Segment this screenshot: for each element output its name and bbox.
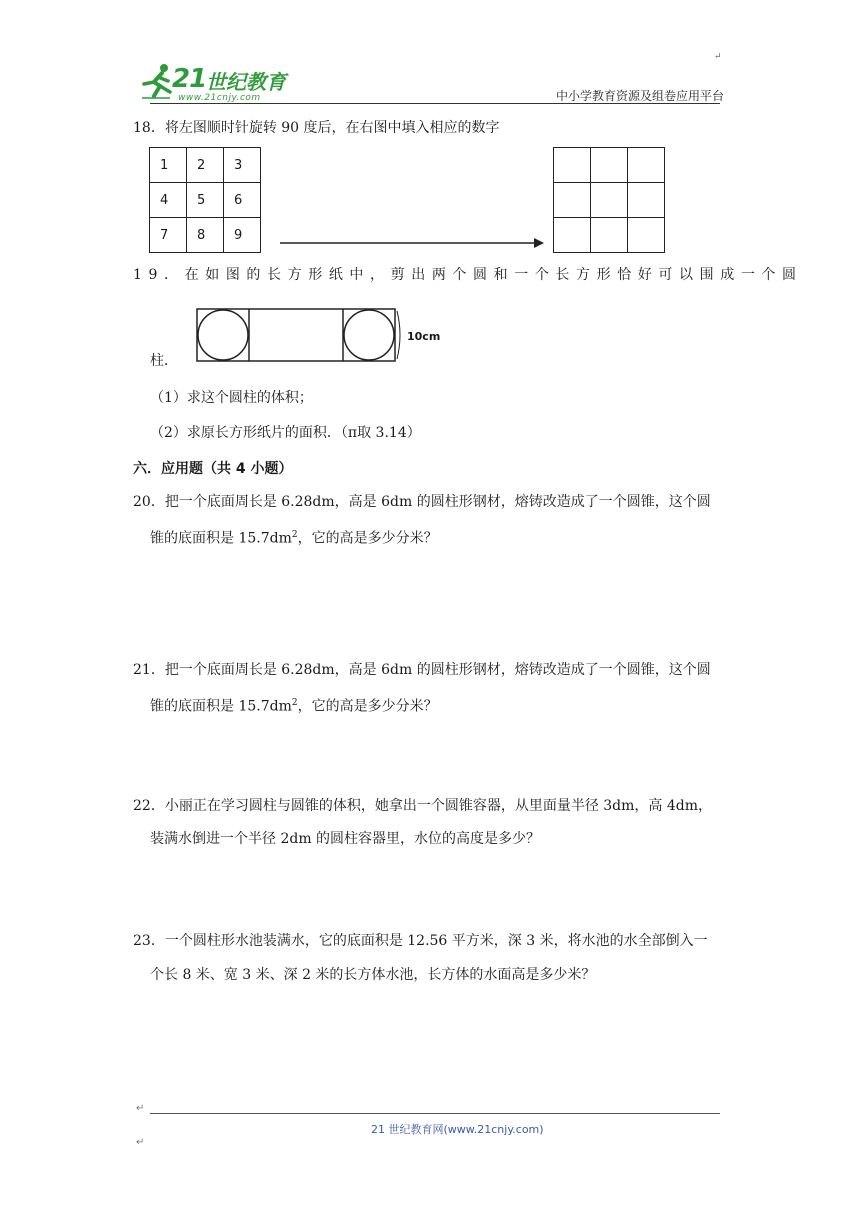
grid-cell-empty [591,148,628,183]
logo-name: 世纪教育 [206,70,286,94]
grid-cell: 7 [150,218,187,253]
platform-label: 中小学教育资源及组卷应用平台 [556,89,725,103]
grid-cell: 3 [224,148,261,183]
grid-cell: 5 [187,183,224,218]
logo-url: www.21cnjy.com [178,93,261,103]
grid-cell: 9 [224,218,261,253]
question-19-text: 19．在如图的长方形纸中，剪出两个圆和一个长方形恰好可以围成一个圆 [133,267,803,283]
corner-mark: ↵ [714,52,722,62]
question-20-line2: 锥的底面积是 $15.7dm^2$，它的高是多少分米？ [150,530,438,547]
grid-cell: 4 [150,183,187,218]
grid-cell: 8 [187,218,224,253]
grid-cell-empty [628,183,665,218]
grid-cell-empty [628,218,665,253]
question-19-sub1: （1）求这个圆柱的体积； [150,390,313,406]
grid-cell: 1 [150,148,187,183]
paper-cut-figure [193,305,408,365]
footer-divider [150,1113,720,1114]
question-21-line2: 锥的底面积是 $15.7dm^2$，它的高是多少分米？ [150,698,438,715]
question-22-line2: 装满水倒进一个半径 2dm 的圆柱容器里，水位的高度是多少？ [150,831,541,847]
question-18-text: 18．将左图顺时针旋转 90 度后，在右图中填入相应的数字 [133,120,500,136]
grid-cell-empty [554,183,591,218]
question-19-text-end: 柱． [150,353,178,369]
section-6-heading: 六．应用题（共 4 小题） [133,461,293,477]
grid-cell-empty [628,148,665,183]
paragraph-mark: ↵ [136,1103,145,1114]
question-23-line2: 个长 8 米、宽 3 米、深 2 米的长方体水池，长方体的水面高是多少米？ [150,967,596,983]
question-20-line1: 20．把一个底面周长是 6.28dm，高是 6dm 的圆柱形钢材，熔铸改造成了一个圆锥，这个圆 [133,494,711,510]
dimension-label: 10cm [407,330,441,343]
grid-cell-empty [591,218,628,253]
grid-cell: 2 [187,148,224,183]
grid-cell-empty [554,218,591,253]
question-22-line1: 22．小丽正在学习圆柱与圆锥的体积，她拿出一个圆锥容器，从里面量半径 3dm，高 4dm， [133,798,713,814]
question-19-sub2: （2）求原长方形纸片的面积．（π取 3.14） [150,425,421,441]
footer-text: 21 世纪教育网(www.21cnjy.com) [371,1123,544,1136]
right-grid [553,147,665,253]
question-23-line1: 23．一个圆柱形水池装满水，它的底面积是 12.56 平方米，深 3 米，将水池的水全部倒入一 [133,933,708,949]
grid-cell-empty [591,183,628,218]
question-21-line1: 21．把一个底面周长是 6.28dm，高是 6dm 的圆柱形钢材，熔铸改造成了一个圆锥，这个圆 [133,662,711,678]
logo-number: 21 [172,64,207,94]
paragraph-mark: ↵ [136,1137,145,1148]
header-divider [150,103,720,104]
grid-cell-empty [554,148,591,183]
left-grid [149,147,261,253]
grid-cell: 6 [224,183,261,218]
arrow-right-icon [280,236,546,250]
logo-runner-icon [140,62,176,102]
